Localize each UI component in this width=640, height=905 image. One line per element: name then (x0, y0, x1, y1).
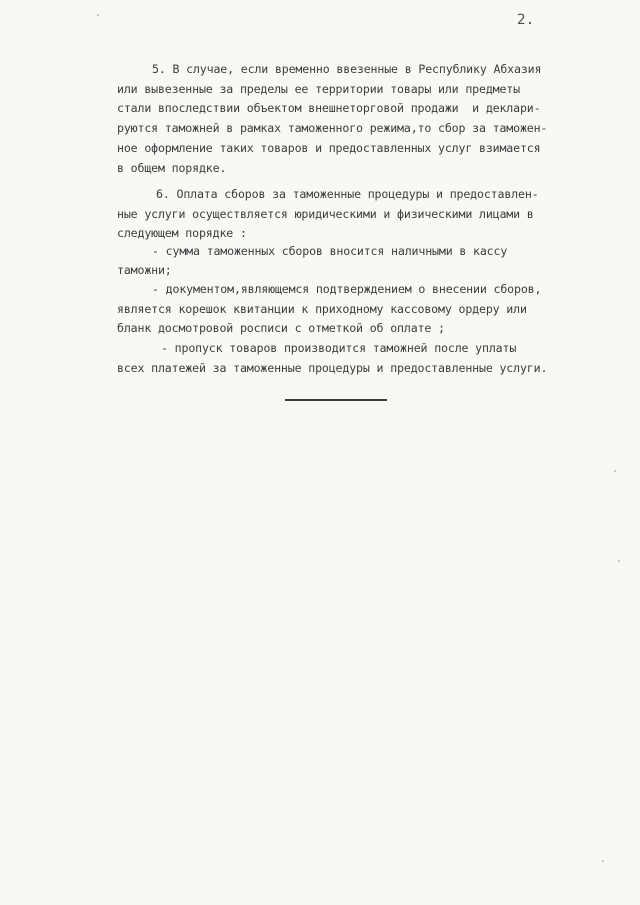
paragraph-5-line-3: стали впоследствии объектом внешнеторговой продажи и деклари- (117, 101, 541, 115)
paragraph-5-line-4: руются таможней в рамках таможенного режима,то сбор за таможен- (117, 121, 548, 135)
scan-speck (614, 470, 616, 472)
paragraph-5-line-2: или вывезенные за пределы ее территории товары или предметы (117, 82, 520, 96)
paragraph-5-line-6: в общем порядке. (117, 161, 227, 175)
list-item-2-line-1: - документом,являющемся подтверждением о внесении сборов, (152, 282, 542, 296)
closing-rule (285, 399, 387, 401)
paragraph-6-line-3: следующем порядке : (117, 226, 247, 240)
scan-speck (602, 860, 604, 862)
paragraph-6-line-2: ные услуги осуществляется юридическими и физическими лицами в (117, 207, 534, 221)
list-item-3-line-1: - пропуск товаров производится таможней после уплаты (161, 341, 517, 355)
list-item-2-line-3: бланк досмотровой росписи с отметкой об оплате ; (117, 321, 445, 335)
list-item-1-line-2: таможни; (117, 263, 172, 277)
paragraph-5-line-5: ное оформление таких товаров и предоставленных услуг взимается (117, 141, 541, 155)
paragraph-5-line-1: 5. В случае, если временно ввезенные в Республику Абхазия (152, 62, 542, 76)
list-item-3-line-2: всех платежей за таможенные процедуры и предоставленные услуги. (117, 361, 548, 375)
scan-speck (97, 14, 99, 16)
list-item-2-line-2: является корешок квитанции к приходному кассовому ордеру или (117, 302, 527, 316)
list-item-1-line-1: - сумма таможенных сборов вносится наличными в кассу (152, 244, 508, 258)
page-number: 2. (517, 12, 535, 28)
paragraph-6-line-1: 6. Оплата сборов за таможенные процедуры и предоставлен- (156, 187, 539, 201)
scan-speck (618, 560, 620, 562)
